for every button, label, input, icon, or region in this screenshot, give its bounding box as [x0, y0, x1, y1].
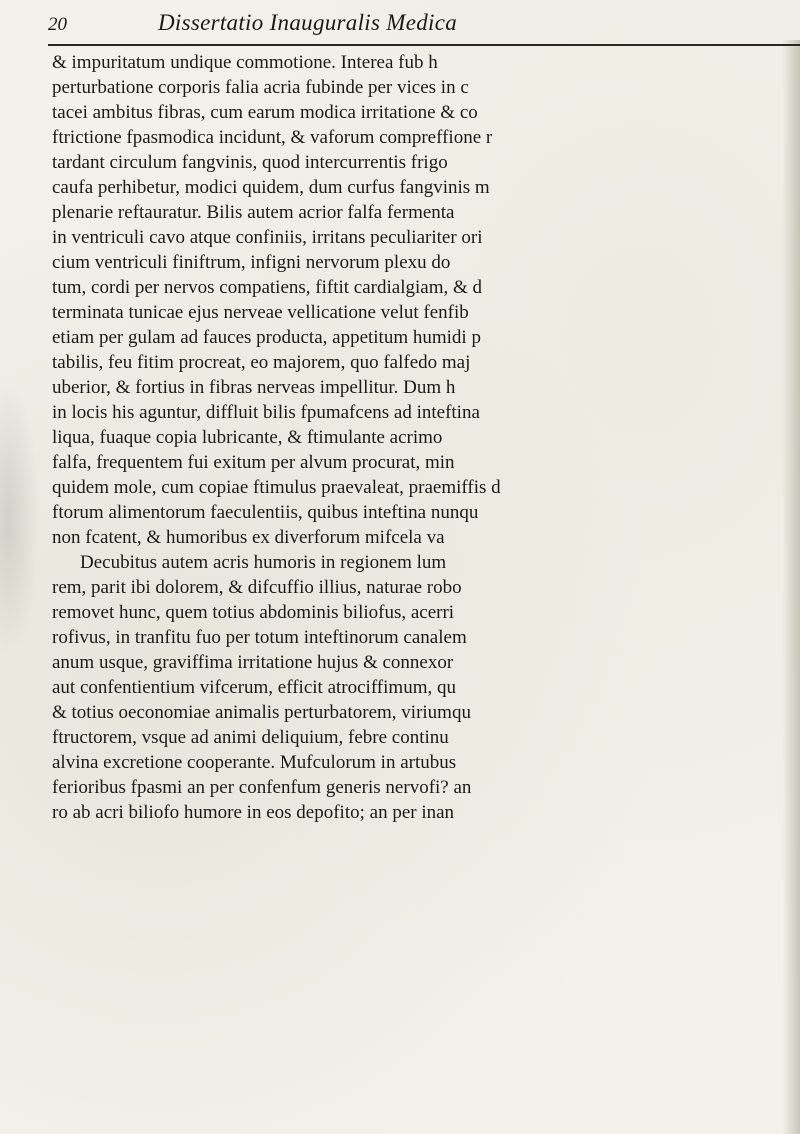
text-line: ftrictione fpasmodica incidunt, & vaforum compreffione r	[52, 127, 493, 148]
text-line: rem, parit ibi dolorem, & difcuffio illius, naturae robo	[52, 577, 462, 598]
text-line: aut confentientium vifcerum, efficit atrociffimum, qu	[52, 677, 456, 698]
running-head: Dissertatio Inauguralis Medica	[158, 10, 458, 35]
text-line: tabilis, feu fitim procreat, eo majorem, quo falfedo maj	[52, 352, 471, 373]
text-line: ro ab acri biliofo humore in eos depofito; an per inan	[52, 802, 455, 823]
text-line: quidem mole, cum copiae ftimulus praevaleat, praemiffis d	[52, 477, 501, 498]
text-line: uberior, & fortius in fibras nerveas impellitur. Dum h	[52, 377, 456, 398]
text-line: plenarie reftauratur. Bilis autem acrior falfa fermenta	[52, 202, 455, 223]
text-line: alvina excretione cooperante. Mufculorum in artubus	[52, 752, 457, 773]
text-line: perturbatione corporis falia acria fubinde per vices in c	[52, 77, 469, 98]
text-line: tacei ambitus fibras, cum earum modica irritatione & co	[52, 102, 478, 123]
paragraph-start-line: Decubitus autem acris humoris in regionem lum	[80, 552, 447, 573]
page-number: 20	[48, 14, 67, 35]
text-line: & totius oeconomiae animalis perturbatorem, viriumqu	[52, 702, 471, 723]
page-header	[48, 6, 800, 46]
text-line: non fcatent, & humoribus ex diverforum mifcela va	[52, 527, 445, 548]
text-line: ftorum alimentorum faeculentiis, quibus inteftina nunqu	[52, 502, 479, 523]
text-line: etiam per gulam ad fauces producta, appetitum humidi p	[52, 327, 481, 348]
text-line: terminata tunicae ejus nerveae vellicatione velut fenfib	[52, 302, 469, 323]
text-line: in ventriculi cavo atque confiniis, irritans peculiariter ori	[52, 227, 483, 248]
text-line: ferioribus fpasmi an per confenfum generis nervofi? an	[52, 777, 472, 798]
text-line: liqua, fuaque copia lubricante, & ftimulante acrimo	[52, 427, 443, 448]
text-line: in locis his aguntur, diffluit bilis fpumafcens ad inteftina	[52, 402, 480, 423]
text-line: caufa perhibetur, modici quidem, dum curfus fangvinis m	[52, 177, 490, 198]
text-line: & impuritatum undique commotione. Interea fub h	[52, 52, 438, 73]
text-line: tardant circulum fangvinis, quod intercurrentis frigo	[52, 152, 448, 173]
header-rule	[48, 44, 800, 46]
text-line: falfa, frequentem fui exitum per alvum procurat, min	[52, 452, 455, 473]
text-line: ftructorem, vsque ad animi deliquium, febre continu	[52, 727, 449, 748]
text-line: tum, cordi per nervos compatiens, fiftit cardialgiam, & d	[52, 277, 483, 298]
text-line: removet hunc, quem totius abdominis biliofus, acerri	[52, 602, 455, 623]
text-line: cium ventriculi finiftrum, infigni nervorum plexu do	[52, 252, 451, 273]
ink-bleed-stain	[0, 380, 40, 660]
text-line: rofivus, in tranfitu fuo per totum inteftinorum canalem	[52, 627, 467, 648]
body-text	[52, 50, 792, 825]
text-line: anum usque, graviffima irritatione hujus & connexor	[52, 652, 454, 673]
